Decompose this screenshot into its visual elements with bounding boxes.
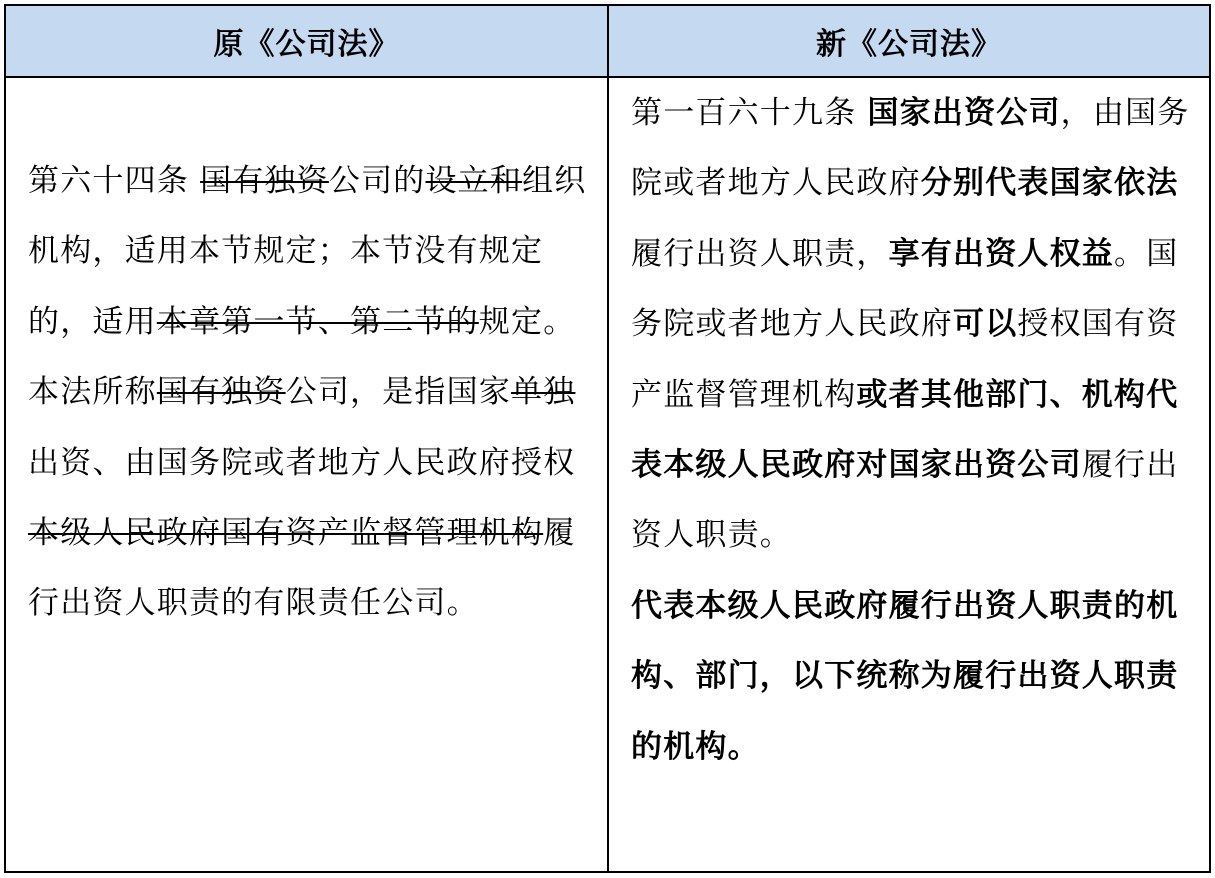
old-text-segment: 组织机构，适用本节规定；本节没有规定的，适用 xyxy=(28,163,587,340)
new-law-cell xyxy=(609,78,1209,871)
new-text-segment: ，由国务院或者地方人民政府 xyxy=(631,95,1190,202)
new-text-segment: 履行出资人职责。 xyxy=(631,447,1179,554)
amended-text: 或者其他部门、机构代表本级人民政府对国家出资公司 xyxy=(631,376,1179,484)
old-text-segment: 规定。 xyxy=(478,303,576,340)
header-old-law: 原《公司法》 xyxy=(6,6,609,78)
deleted-text: 本章第一节、第二节的 xyxy=(156,303,479,340)
deleted-text: 设立和 xyxy=(425,163,523,199)
amended-text: 国家出资公司 xyxy=(867,95,1061,131)
old-text-segment: 第六十四条 xyxy=(28,163,201,199)
deleted-text: 单独 xyxy=(511,374,576,411)
old-text-segment: 公司，是指国家 xyxy=(285,374,512,411)
deleted-text: 国有独资 xyxy=(156,374,286,411)
new-text-segment: 授权国有资产监督管理机构 xyxy=(631,306,1179,413)
deleted-text: 国有独资 xyxy=(200,163,329,199)
new-text-segment: 。国务院或者地方人民政府 xyxy=(631,235,1179,343)
old-law-paragraph-1 xyxy=(28,146,587,357)
old-text-segment: 出资、由国务院或者地方人民政府授权 xyxy=(28,444,576,481)
new-text-segment: 履行出资人职责， xyxy=(631,235,889,272)
amended-text: 可以 xyxy=(953,306,1018,343)
old-law-cell xyxy=(6,78,609,871)
old-text-segment: 本法所称 xyxy=(28,374,157,411)
old-text-segment: 履行出资人职责的有限责任公司。 xyxy=(28,515,576,622)
comparison-table xyxy=(4,4,1211,873)
amended-text: 分别代表国家依法 xyxy=(920,165,1179,202)
old-text-segment: 公司的 xyxy=(328,163,426,199)
amended-text: 享有出资人权益 xyxy=(888,235,1115,272)
deleted-text: 本级人民政府国有资产监督管理机构 xyxy=(28,515,544,552)
new-law-paragraph-2 xyxy=(631,571,1191,782)
old-law-paragraph-2 xyxy=(28,357,587,639)
new-text-segment: 第一百六十九条 xyxy=(631,95,868,131)
header-new-law: 新《公司法》 xyxy=(609,6,1209,78)
amended-text: 代表本级人民政府履行出资人职责的机构、部门，以下统称为履行出资人职责的机构。 xyxy=(631,587,1179,765)
new-law-paragraph-1 xyxy=(631,78,1191,571)
